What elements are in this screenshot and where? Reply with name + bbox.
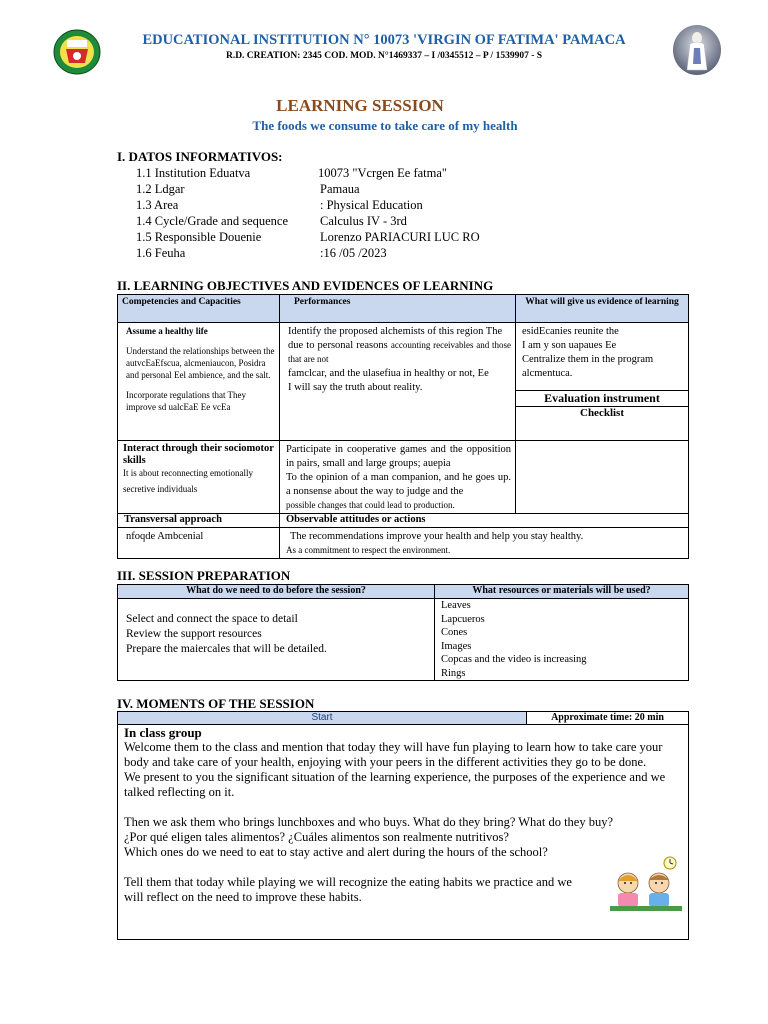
approximate-time: Approximate time: 20 min: [527, 712, 689, 725]
competency-title: Assume a healthy life: [126, 326, 208, 336]
performance-text: Identify the proposed alchemists of this region The: [288, 326, 503, 337]
moment-paragraph: Which ones do we need to eat to stay active and alert during the hours of the school?: [124, 845, 548, 859]
moment-paragraph: We present to you the significant situation of the learning experience, the purposes of the experience and we talked reflecting on it.: [124, 770, 666, 799]
info-label: 1.5 Responsible Douenie: [136, 230, 262, 244]
resource-item: Rings: [441, 667, 466, 679]
col-performances: Performances: [280, 295, 516, 323]
session-title: LEARNING SESSION: [276, 96, 444, 115]
capacity-text: It is about reconnecting emotionally: [123, 468, 253, 478]
institution-codes: R.D. CREATION: 2345 COD. MOD. N°1469337 – I /0345512 – P / 1539907 - S: [225, 51, 543, 61]
moments-table: [117, 711, 689, 940]
competency-title: Interact through their sociomotor skills: [123, 443, 274, 466]
capacity-text: secretive individuals: [123, 484, 198, 494]
resource-item: Images: [441, 640, 472, 652]
performance-text: due to personal reasons: [288, 340, 388, 351]
info-label: 1.4 Cycle/Grade and sequence: [136, 214, 289, 228]
preparation-task: Select and connect the space to detail: [126, 613, 298, 625]
preparation-table: [117, 584, 689, 681]
preparation-task: Prepare the maiercales that will be detailed.: [126, 643, 327, 655]
children-illustration: [606, 855, 686, 917]
institution-title: EDUCATIONAL INSTITUTION N° 10073 'VIRGIN OF FATIMA' PAMACA: [142, 32, 626, 48]
info-label: 1.3 Area: [136, 198, 179, 212]
moment-paragraph: ¿Por qué eligen tales alimentos? ¿Cuáles alimentos son realmente nutritivos?: [124, 830, 509, 844]
info-value: Pamaua: [320, 182, 360, 196]
col-evidence: What will give us evidence of learning: [516, 295, 689, 323]
section2-heading: II. LEARNING OBJECTIVES AND EVIDENCES OF LEARNING: [117, 278, 494, 293]
performance-small-text: accounting receivables and those that are not: [288, 340, 512, 364]
environmental-approach: nfoqde Ambcenial: [118, 528, 280, 559]
section3-heading: III. SESSION PREPARATION: [117, 568, 291, 583]
observable-attitudes-label: Observable attitudes or actions: [280, 514, 689, 528]
resource-item: Cones: [441, 627, 468, 638]
capacity-text: Incorporate regulations that They improve sd ualcEaE Ee vcEa: [126, 390, 247, 412]
performance-small-text: possible changes that could lead to production.: [286, 500, 455, 510]
attitude-text: As a commitment to respect the environment.: [286, 545, 451, 555]
col-before-session: What do we need to do before the session?: [118, 585, 435, 599]
performance-text: Participate in cooperative games and the opposition in pairs, small and large groups; auepia: [286, 444, 511, 469]
performance-text: I will say the truth about reality.: [288, 382, 423, 393]
info-value: Lorenzo PARIACURI LUC RO: [320, 230, 480, 244]
evidence-text: Centralize them in the program: [522, 354, 654, 365]
info-value: :16 /05 /2023: [320, 246, 387, 260]
class-group-heading: In class group: [124, 725, 202, 740]
resource-item: Copcas and the video is increasing: [441, 654, 587, 665]
col-competencies: Competencies and Capacities: [118, 295, 280, 323]
col-resources: What resources or materials will be used?: [435, 585, 689, 599]
resource-item: Lapcueros: [441, 613, 485, 625]
info-value: Calculus IV - 3rd: [320, 214, 407, 228]
capacity-text: Understand the relationships between the autvcEaEfscua, alcmeniaucon, Posidra and personal Eel ambience, and the salt.: [126, 346, 275, 380]
info-value: : Physical Education: [320, 198, 423, 212]
evaluation-instrument-value: Checklist: [516, 407, 689, 441]
info-label: 1.6 Feuha: [136, 246, 186, 260]
evidence-text: alcmentuca.: [522, 368, 573, 379]
preparation-task: Review the support resources: [126, 628, 262, 640]
section1-heading: I. DATOS INFORMATIVOS:: [117, 149, 283, 164]
moment-paragraph: Welcome them to the class and mention that today they will have fun playing to learn how to take care your body and take care of your health, enjoying with your peers in the different activities they go to be done.: [124, 740, 663, 769]
evaluation-instrument-label: Evaluation instrument: [516, 391, 689, 407]
performance-text: To the opinion of a man companion, and he goes up. a nonsense about the way to judge and the: [286, 472, 511, 497]
resource-item: Leaves: [441, 600, 471, 611]
objectives-table: [117, 294, 689, 559]
performance-text: famclcar, and the ulasefiua in healthy or not, Ee: [288, 368, 489, 379]
evidence-text: I am y son uapaues Ee: [522, 340, 617, 351]
moment-paragraph: Tell them that today while playing we will recognize the eating habits we practice and we will reflect on the need to improve these habits.: [124, 875, 572, 904]
attitude-text: The recommendations improve your health and help you stay healthy.: [290, 531, 584, 542]
evidence-text: esidEcanies reunite the: [522, 326, 619, 337]
transversal-approach-label: Transversal approach: [118, 514, 280, 528]
session-subtitle: The foods we consume to take care of my health: [252, 118, 518, 133]
section4-heading: IV. MOMENTS OF THE SESSION: [117, 696, 315, 711]
info-label: 1.1 Institution Eduatva: [136, 166, 251, 180]
info-label: 1.2 Ldgar: [136, 182, 185, 196]
evidence-empty-cell: [516, 441, 689, 514]
start-label: Start: [118, 712, 527, 725]
info-value: 10073 "Vcrgen Ee fatma": [318, 166, 448, 180]
moment-paragraph: Then we ask them who brings lunchboxes and who buys. What do they bring? What do they buy?: [124, 815, 614, 829]
